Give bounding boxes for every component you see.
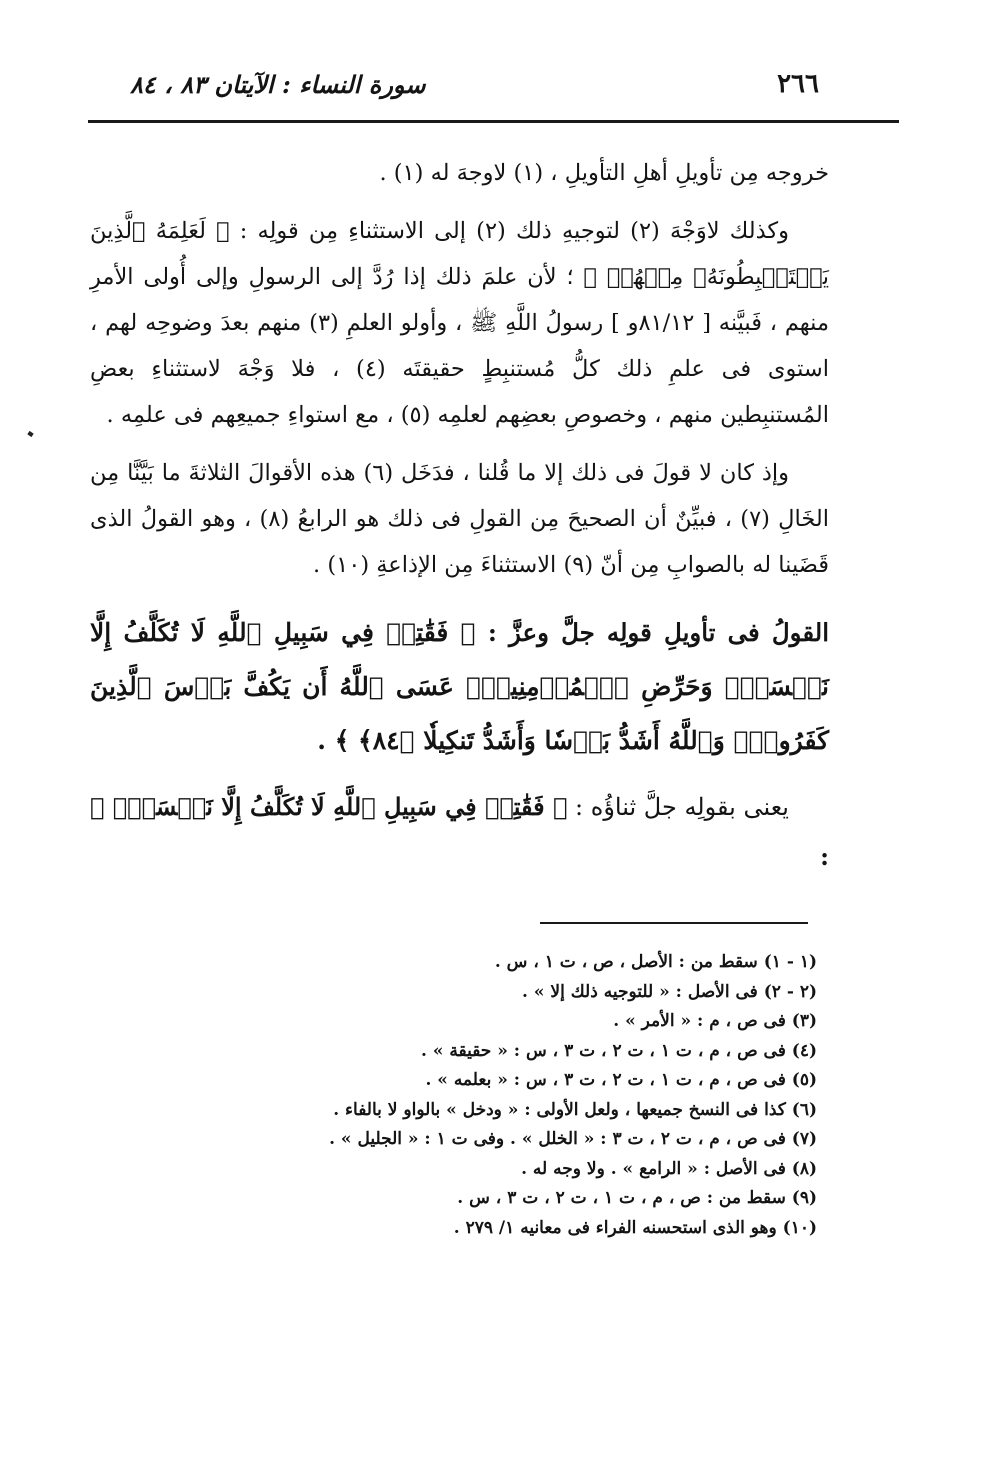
paragraph-2: وكذلك لاوَجْهَ (٢) لتوجيهِ ذلك (٢) إلى الاستثناءِ مِن قولِه : ﴿ لَعَلِمَهُ ٱلَّذِينَ يَسۡتَنۢبِطُونَهُۥ مِنۡهُمۡ ﴾ ؛ لأن علمَ ذلك إذا رُدَّ إلى الرسولِ وإلى أُولى الأمرِ منهم ، فَبيَّنه [ ٨١/١٢و ] رسولُ اللَّهِ ﷺ ، وأولو العلمِ (٣) منهم بعدَ وضوحِه لهم ، استوى فى علمِ ذلك كلُّ مُستنبِطٍ حقيقتَه (٤) ، فلا وَجْهَ لاستثناءِ بعضِ المُستنبِطين منهم ، وخصوصِ بعضِهم لعلمِه (٥) ، مع استواءِ جميعِهم فى علمِه . — [90, 218, 830, 428]
closing-lead: يعنى بقولِه جلَّ ثناؤُه : — [575, 793, 789, 821]
footnote-6: (٦) كذا فى النسخ جميعها ، ولعل الأولى : « ودخل » بالواو لا بالفاء . — [333, 1099, 817, 1120]
paragraph-1: خروجه مِن تأويلِ أهلِ التأويلِ ، (١) لاوجهَ له (١) . — [379, 160, 829, 186]
heading-verse: ﴿ فَقَٰتِلۡ فِي سَبِيلِ ٱللَّهِ لَا تُكَلَّفُ إِلَّا نَفۡسَكَۚ وَحَرِّضِ ٱلۡمُؤۡمِنِينَۖ عَسَى ٱللَّهُ أَن يَكُفَّ بَأۡسَ ٱلَّذِينَ كَفَرُواْۚ وَٱللَّهُ أَشَدُّ بَأۡسٗا وَأَشَدُّ تَنكِيلٗا ﴿٨٤﴾ ﴾ . — [90, 618, 829, 755]
closing-paragraph — [90, 782, 829, 882]
footnote-3: (٣) فى ص ، م : « الأمر » . — [613, 1011, 817, 1031]
closing-verse: ﴿ فَقَٰتِلۡ فِي سَبِيلِ ٱللَّهِ لَا تُكَلَّفُ إِلَّا نَفۡسَكَۚ ﴾ : — [90, 792, 829, 871]
heading-lead: القولُ فى تأويلِ قولِه جلَّ وعزَّ : — [487, 618, 830, 647]
footnote-2: (٢ - ٢) فى الأصل : « للتوجيه ذلك إلا » . — [522, 981, 817, 1002]
footnote-4: (٤) فى ص ، م ، ت ١ ، ت ٢ ، ت ٣ ، س : « حقيقة » . — [420, 1040, 817, 1061]
footnotes — [200, 948, 817, 1243]
footnote-9: (٩) سقط من : ص ، م ، ت ١ ، ت ٢ ، ت ٣ ، س . — [457, 1188, 817, 1208]
main-text — [90, 150, 829, 894]
footnote-5: (٥) فى ص ، م ، ت ١ ، ت ٢ ، ت ٣ ، س : « بعلمه » . — [425, 1070, 817, 1090]
footnote-7: (٧) فى ص ، م ، ت ٢ ، ت ٣ : « الخلل » . وفى ت ١ : « الجليل » . — [329, 1129, 817, 1149]
stray-ink-mark — [27, 431, 33, 437]
header-divider — [88, 120, 899, 123]
paragraph-3: وإذ كان لا قولَ فى ذلك إلا ما قُلنا ، فدَخَل (٦) هذه الأقوالَ الثلاثةَ ما بَيَّنَّا مِن الخَالِ (٧) ، فبيِّنٌ أن الصحيحَ مِن القولِ فى ذلك هو الرابعُ (٨) ، وهو القولُ الذى قَضَينا له بالصوابِ مِن أنّ (٩) الاستثناءَ مِن الإذاعةِ (١٠) . — [90, 460, 830, 578]
surah-title: سورة النساء : الآيتان ٨٣ ، ٨٤ — [130, 69, 426, 99]
footnote-10: (١٠) وهو الذى استحسنه الفراء فى معانيه ١/ ٢٧٩ . — [453, 1217, 817, 1238]
running-header — [88, 62, 819, 106]
footnote-divider — [540, 922, 808, 924]
section-heading — [90, 606, 829, 768]
footnote-8: (٨) فى الأصل : « الرامع » . ولا وجه له . — [521, 1158, 817, 1179]
footnote-1: (١ - ١) سقط من : الأصل ، ص ، ت ١ ، س . — [494, 952, 817, 972]
page-number: ٢٦٦ — [777, 69, 819, 99]
